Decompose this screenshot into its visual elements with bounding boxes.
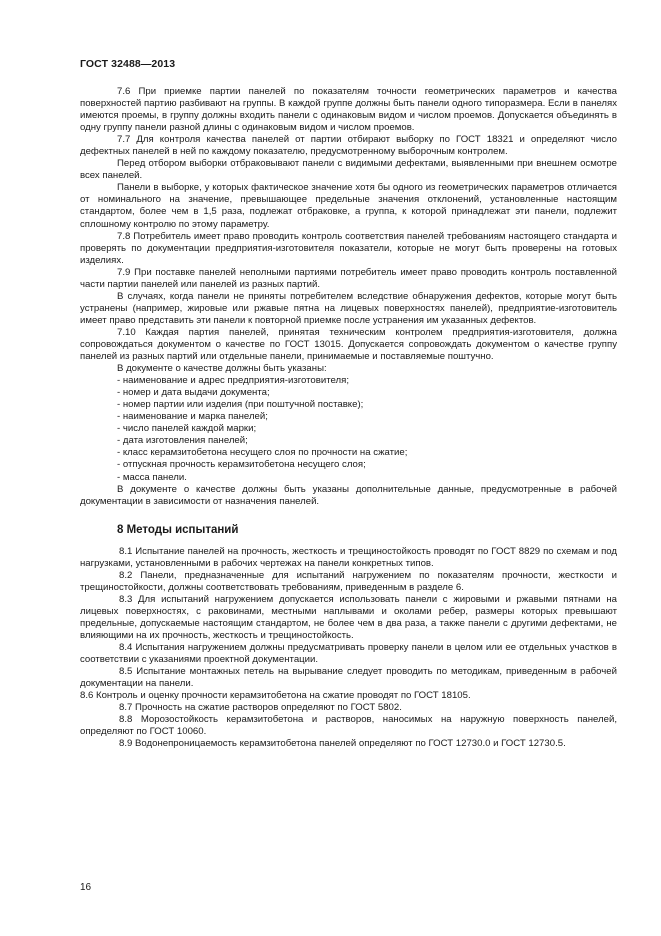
paragraph-quality-doc-intro: В документе о качестве должны быть указаны: [117,363,327,375]
list-item: - наименование и адрес предприятия-изготовителя; [117,375,349,387]
document-body [80,86,617,750]
paragraph-7-7-sample: Панели в выборке, у которых фактическое значение хотя бы одного из геометрических параметров отличается от номинального на значение, превышающее предельные значения отклонений, установленные настоящим стандартом, более чем в 1,5 раза, подлежат отбраковке, а группа, к которой принадлежат эти панели, подлежит сплошному контролю по этому параметру. [80,182,617,230]
paragraph-7-9-cases: В случаях, когда панели не приняты потребителем вследствие обнаружения дефектов, которые могут быть устранены (например, жировые или ржавые пятна на лицевых поверхностях панелей), предприятие-изготовитель имеет право представить эти панели к повторной приемке после устранения им указанных дефектов. [80,290,617,326]
section-8-title: 8 Методы испытаний [117,523,239,536]
paragraph-8-6: 8.6 Контроль и оценку прочности керамзитобетона на сжатие проводят по ГОСТ 18105. [80,690,471,702]
paragraph-8-9: 8.9 Водонепроницаемость керамзитобетона панелей определяют по ГОСТ 12730.0 и ГОСТ 12730.5. [119,738,566,750]
quality-doc-list [80,375,617,483]
list-item: - наименование и марка панелей; [117,411,268,423]
list-item: - номер и дата выдачи документа; [117,387,270,399]
paragraph-7-8: 7.8 Потребитель имеет право проводить контроль соответствия панелей требованиям настоящего стандарта и проверять по документации предприятия-изготовителя показатели, которые не могут быть проверены на готовых изделиях. [80,230,617,266]
paragraph-7-7-reject: Перед отбором выборки отбраковывают панели с видимыми дефектами, выявленными при внешнем осмотре всех панелей. [80,158,617,182]
list-item: - класс керамзитобетона несущего слоя по прочности на сжатие; [117,447,408,459]
paragraph-7-10: 7.10 Каждая партия панелей, принятая техническим контролем предприятия-изготовителя, должна сопровождаться документом о качестве по ГОСТ 13015. Допускается сопровождать документом о качестве группу панелей из разных партий или отдельные панели, принимаемые и поставляемые поштучно. [80,326,617,363]
paragraph-7-6: 7.6 При приемке партии панелей по показателям точности геометрических параметров и качества поверхностей партию разбивают на группы. В каждой группе должны быть панели одного типоразмера. Если в панелях имеются проемы, в группу должны входить панели с одинаковым видом и числом проемов. Допускается объединять в одну группу панели разной длины с одинаковым видом и числом проемов. [80,86,617,134]
paragraph-8-2: 8.2 Панели, предназначенные для испытаний нагружением по показателям прочности, жесткости и трещиностойкости, должны соответствовать требованиям, приведенным в разделе 6. [80,569,617,593]
list-item: - номер партии или изделия (при поштучной поставке); [117,399,364,411]
paragraph-7-7: 7.7 Для контроля качества панелей от партии отбирают выборку по ГОСТ 18321 и определяют число дефектных панелей в ней по каждому показателю, предусмотренному выборочным контролем. [80,134,617,158]
paragraph-8-4: 8.4 Испытания нагружением должны предусматривать проверку панели в целом или ее отдельных участков в соответствии с указаниями проектной документации. [80,642,617,666]
list-item: - дата изготовления панелей; [117,435,248,447]
paragraph-8-7: 8.7 Прочность на сжатие растворов определяют по ГОСТ 5802. [119,702,402,714]
paragraph-quality-doc-closing: В документе о качестве должны быть указаны дополнительные данные, предусмотренные в рабочей документации в зависимости от назначения панелей. [80,483,617,507]
paragraph-8-3: 8.3 Для испытаний нагружением допускается использовать панели с жировыми и ржавыми пятнами на лицевых поверхностях, с раковинами, местными наплывами и околами ребер, размеры которых превышают предельные, допускаемые настоящим стандартом, не более чем в два раза, а также панели с другими дефектами, не влияющими на их прочность, жесткость и трещиностойкость. [80,593,617,642]
page-number: 16 [80,882,92,893]
paragraph-7-9: 7.9 При поставке панелей неполными партиями потребитель имеет право проводить контроль поставленной части партии панелей или панелей из разных партий. [80,266,617,290]
paragraph-8-8: 8.8 Морозостойкость керамзитобетона и растворов, наносимых на наружную поверхность панелей, определяют по ГОСТ 10060. [80,714,617,738]
list-item: - масса панели. [117,471,187,483]
list-item: - отпускная прочность керамзитобетона несущего слоя; [117,459,366,471]
document-header: ГОСТ 32488—2013 [80,58,176,70]
paragraph-8-1: 8.1 Испытание панелей на прочность, жесткость и трещиностойкость проводят по ГОСТ 8829 по схемам и под нагрузками, установленными в рабочих чертежах на панели конкретных типов. [80,545,617,569]
paragraph-8-5: 8.5 Испытание монтажных петель на вырывание следует проводить по методикам, приведенным в рабочей документации на панели. [80,666,617,690]
list-item: - число панелей каждой марки; [117,423,257,435]
